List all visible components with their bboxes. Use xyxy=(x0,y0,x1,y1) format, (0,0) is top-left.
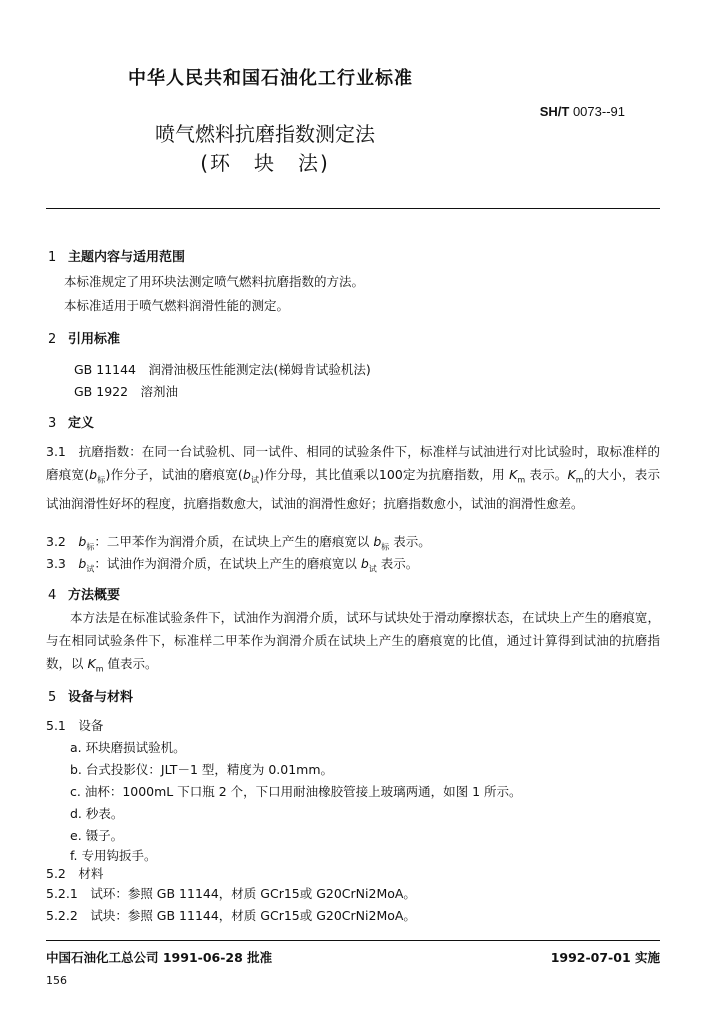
subsection-5-2: 5.2 材料 xyxy=(46,866,104,881)
section-3-heading: 3 定义 xyxy=(48,416,95,431)
method-summary: 本方法是在标准试验条件下，试油作为润滑介质，试环与试块处于滑动摩擦状态，在试块上产生的磨痕宽，与在相同试验条件下，标准样二甲苯作为润滑介质在试块上产生的磨痕宽的比值，通过计算得到试油的抗磨指数，以 $K_m$ 值表示。 xyxy=(46,610,660,674)
section-1-line-2: 本标准适用于喷气燃料润滑性能的测定。 xyxy=(64,298,290,313)
section-1-line-1: 本标准规定了用环块法测定喷气燃料抗磨指数的方法。 xyxy=(64,274,365,289)
equipment-item-d: d. 秒表。 xyxy=(70,806,124,821)
issuing-authority: 中华人民共和国石油化工行业标准 xyxy=(128,68,413,89)
definition-3-2: 3.2 $b_标$：二甲苯作为润滑介质，在试块上产生的磨痕宽以 $b_标$ 表示。 xyxy=(46,534,431,552)
subsection-5-1: 5.1 设备 xyxy=(46,718,104,733)
section-2-heading: 2 引用标准 xyxy=(48,332,121,347)
document-title: 喷气燃料抗磨指数测定法 xyxy=(155,122,375,146)
definition-3-3: 3.3 $b_试$：试油作为润滑介质，在试块上产生的磨痕宽以 $b_试$ 表示。 xyxy=(46,556,419,574)
equipment-item-c: c. 油杯：1000mL 下口瓶 2 个，下口用耐油橡胶管接上玻璃两通，如图 1 所示。 xyxy=(70,784,522,799)
page-number: 156 xyxy=(46,974,67,987)
standard-code: SH/T 0073--91 xyxy=(539,104,625,119)
material-5-2-1: 5.2.1 试环：参照 GB 11144，材质 GCr15或 G20CrNi2MoA。 xyxy=(46,886,416,901)
equipment-item-f: f. 专用钩扳手。 xyxy=(70,848,157,863)
equipment-item-b: b. 台式投影仪：JLT－1 型，精度为 0.01mm。 xyxy=(70,762,334,777)
reference-gb11144: GB 11144 润滑油极压性能测定法(梯姆肯试验机法) xyxy=(74,362,371,377)
implementation-date: 1992-07-01 实施 xyxy=(550,950,660,965)
section-5-heading: 5 设备与材料 xyxy=(48,690,134,705)
equipment-item-e: e. 镊子。 xyxy=(70,828,124,843)
definition-3-1: 3.1 抗磨指数：在同一台试验机、同一试件、相同的试验条件下，标准样与试油进行对比试验时，取标准样的磨痕宽$(b_标)$作分子，试油的磨痕宽$(b_试)$作分母，其比值乘以100定为抗磨指数，用 $K_m$ 表示。$K_m$的大小，表示试油润滑性好坏的程度，抗磨指数愈大，试油的润滑性愈好；抗磨指数愈小，试油的润滑性愈差。 xyxy=(46,444,660,511)
document-subtitle: (环 块 法) xyxy=(200,151,330,175)
equipment-item-a: a. 环块磨损试验机。 xyxy=(70,740,186,755)
section-1-heading: 1 主题内容与适用范围 xyxy=(48,250,186,265)
material-5-2-2: 5.2.2 试块：参照 GB 11144，材质 GCr15或 G20CrNi2MoA。 xyxy=(46,908,416,923)
section-4-heading: 4 方法概要 xyxy=(48,588,121,603)
reference-gb1922: GB 1922 溶剂油 xyxy=(74,384,179,399)
header-divider xyxy=(46,208,660,209)
footer-divider xyxy=(46,940,660,941)
approval-note: 中国石油化工总公司 1991-06-28 批准 xyxy=(46,950,273,965)
